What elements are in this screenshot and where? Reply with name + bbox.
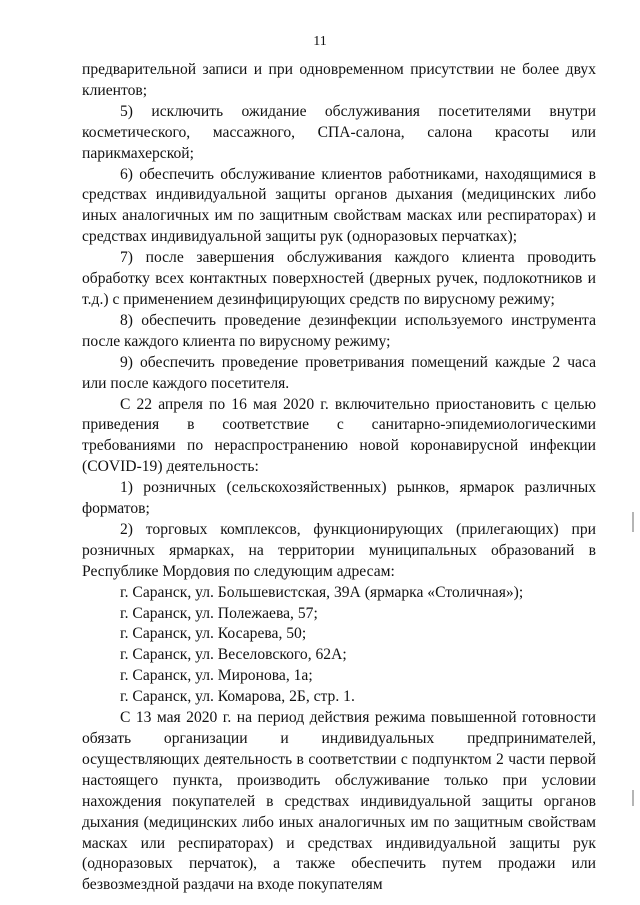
paragraph-item-7: 7) после завершения обслуживания каждого клиента проводить обработку всех контактных поверхностей (дверных ручек, подлокотников и т.д.) с применением дезинфицирующих средств по вирусному режиму; [82, 249, 596, 308]
address-item: г. Саранск, ул. Косарева, 50; [120, 625, 307, 643]
address-item: г. Саранск, ул. Большевистская, 39А (ярмарка «Столичная»); [120, 583, 524, 601]
address-item: г. Саранск, ул. Миронова, 1а; [120, 667, 313, 685]
paragraph-continuation: предварительной записи и при одновременном присутствии не более двух клиентов; [82, 61, 596, 99]
paragraph-trade-complexes: 2) торговых комплексов, функционирующих (прилегающих) при розничных ярмарках, на территории муниципальных образований в Республике Мордовия по следующим адресам: [82, 520, 596, 580]
scan-artifact [632, 790, 634, 806]
address-item: г. Саранск, ул. Веселовского, 62А; [120, 646, 347, 664]
page-number: 11 [313, 34, 327, 49]
paragraph-item-9: 9) обеспечить проведение проветривания помещений каждые 2 часа или после каждого посетителя. [82, 353, 596, 392]
address-item: г. Саранск, ул. Полежаева, 57; [120, 604, 318, 622]
address-list [82, 583, 596, 708]
paragraph-item-6: 6) обеспечить обслуживание клиентов работниками, находящимися в средствах индивидуальной защиты органов дыхания (медицинских либо иных аналогичных им по защитным свойствам масках или респираторах) и средствах индивидуальной защиты рук (одноразовых перчатках); [82, 165, 596, 246]
paragraph-item-8: 8) обеспечить проведение дезинфекции используемого инструмента после каждого клиента по вирусному режиму; [82, 311, 596, 350]
address-item: г. Саранск, ул. Комарова, 2Б, стр. 1. [120, 688, 355, 706]
paragraph-item-5: 5) исключить ожидание обслуживания посетителями внутри косметического, массажного, СПА-салона, салона красоты или парикмахерской; [82, 102, 596, 162]
scan-artifact [632, 512, 634, 532]
paragraph-markets: 1) розничных (сельскохозяйственных) рынков, ярмарок различных форматов; [82, 479, 596, 518]
paragraph-suspension: С 22 апреля по 16 мая 2020 г. включительно приостановить с целью приведения в соответствие с санитарно-эпидемиологическими требованиями по нераспространению новой коронавирусной инфекции (COVID-19) деятельность: [82, 395, 596, 476]
paragraph-obligations: С 13 мая 2020 г. на период действия режима повышенной готовности обязать организации и индивидуальных предпринимателей, осуществляющих деятельность в соответствии с подпунктом 2 части первой настоящего пункта, производить обслуживание только при условии нахождения покупателей в средствах индивидуальной защиты органов дыхания (медицинских либо иных аналогичных им по защитным свойствам масках или респираторах) и средствах индивидуальной защиты рук (одноразовых перчаток), а также обеспечить путем продажи или безвозмездной раздачи на входе покупателям [82, 709, 596, 894]
document-body [82, 60, 596, 896]
